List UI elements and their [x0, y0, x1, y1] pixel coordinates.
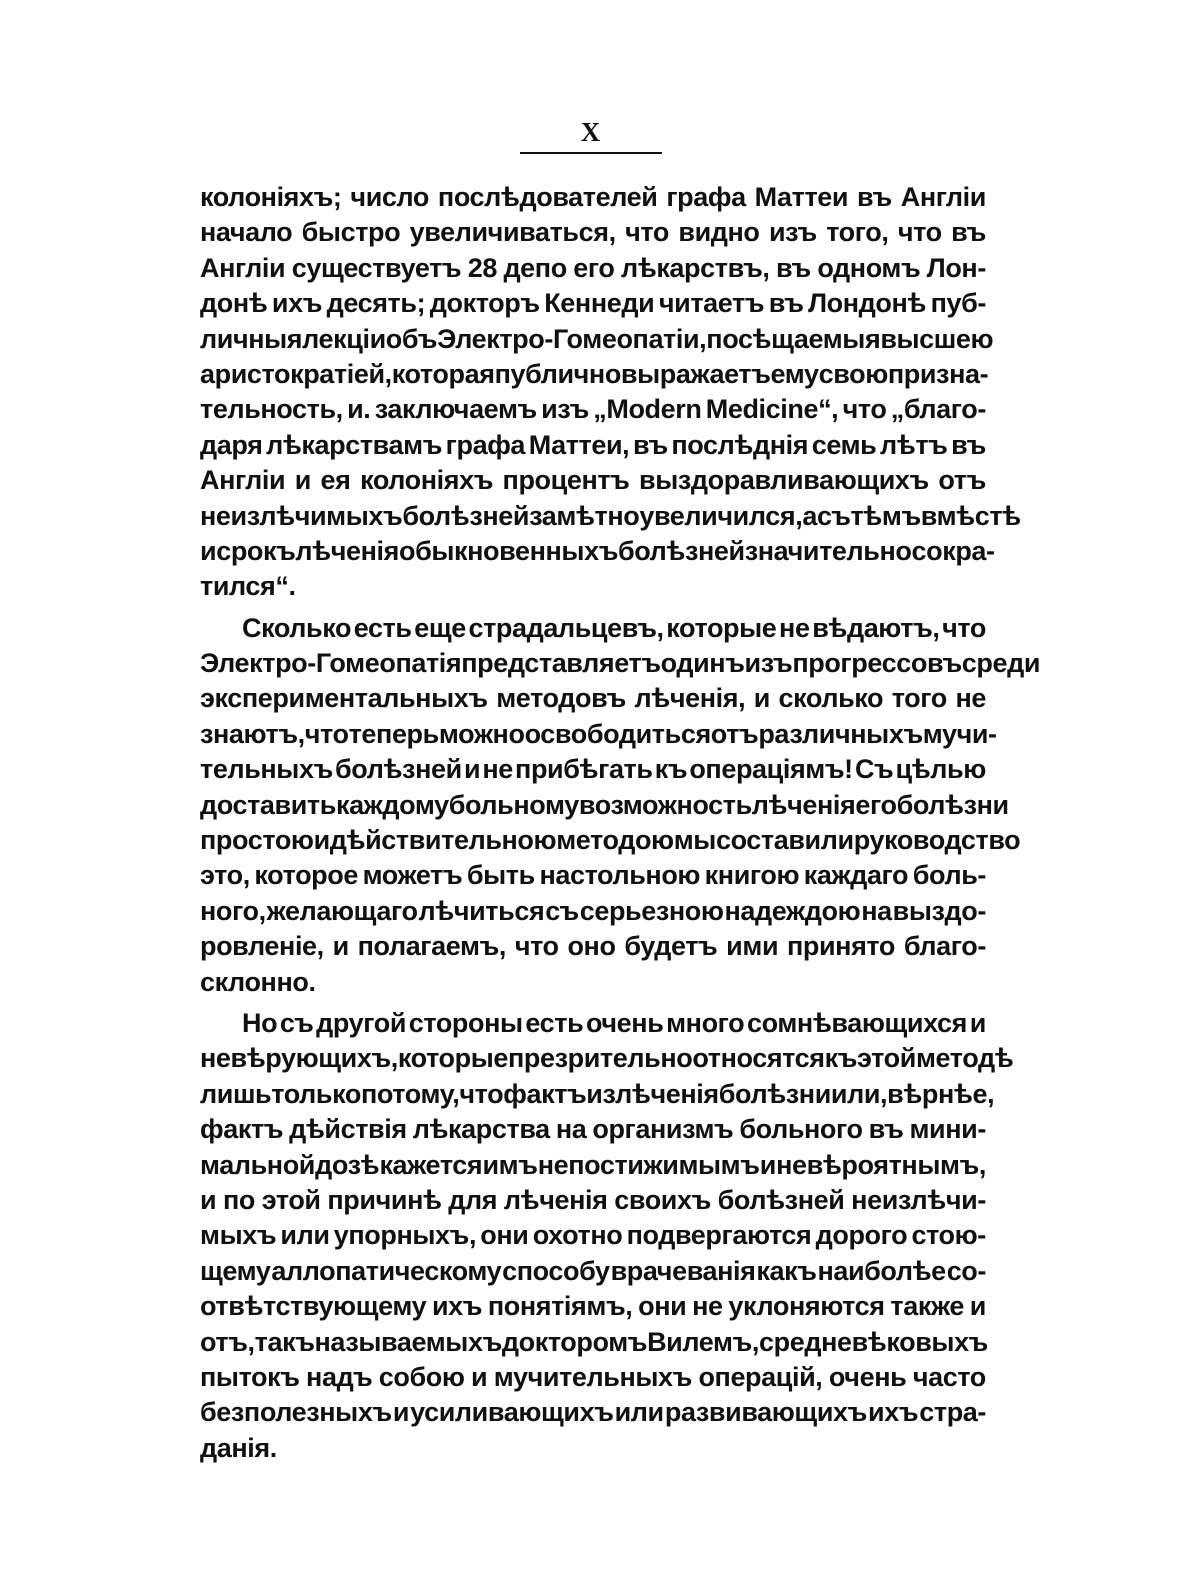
- word: отъ: [710, 718, 759, 749]
- text-line: [200, 251, 986, 286]
- word: аллопатическому: [271, 1255, 502, 1286]
- text-line: [200, 788, 1009, 823]
- word: только: [271, 1078, 361, 1109]
- word: презрительно: [508, 1043, 693, 1074]
- word: въ: [632, 429, 668, 460]
- word: и: [392, 1397, 410, 1428]
- text-line: [200, 611, 986, 646]
- word: Электро-Гомеопатія: [200, 648, 462, 679]
- word: можно: [438, 718, 525, 749]
- text-line: [200, 499, 1021, 534]
- word: обыкновенныхъ: [399, 535, 618, 566]
- word: его: [573, 252, 615, 283]
- text-line: [200, 1360, 986, 1395]
- word: простою: [200, 825, 314, 856]
- word: съ: [545, 895, 579, 926]
- word: Англіи: [200, 252, 286, 283]
- word: по: [222, 1184, 255, 1215]
- word: что: [459, 1078, 504, 1109]
- word: фактъ: [200, 1114, 284, 1145]
- word: лѣченія: [503, 1184, 608, 1215]
- word: лѣкарствъ,: [621, 252, 770, 283]
- word: есть: [353, 612, 412, 643]
- word: цѣлью: [895, 754, 986, 785]
- word: или: [614, 1397, 664, 1428]
- word: выздо-: [892, 895, 986, 926]
- word: семь: [811, 429, 877, 460]
- word: это,: [200, 860, 250, 891]
- word: больному: [448, 789, 579, 820]
- word: среди: [961, 648, 1041, 679]
- word: и: [463, 754, 481, 785]
- word: увеличился,: [639, 500, 803, 531]
- text-line: [200, 534, 995, 569]
- word: и: [759, 1149, 776, 1180]
- word: десять;: [326, 288, 426, 319]
- word: средневѣковыхъ: [759, 1326, 988, 1357]
- word: такъ: [254, 1326, 315, 1357]
- word: срокъ: [216, 535, 296, 566]
- word: быть: [466, 860, 535, 891]
- word: депо: [503, 252, 567, 283]
- word: ихъ: [271, 288, 322, 319]
- word: процентъ: [502, 465, 630, 496]
- word: аристократіей,: [200, 358, 392, 389]
- text-line: склонно.: [200, 966, 316, 997]
- word: высшею: [880, 323, 994, 354]
- word: болѣзни: [718, 1078, 831, 1109]
- word: Но: [242, 1007, 278, 1038]
- word: личныя: [200, 323, 303, 354]
- word: того: [891, 683, 947, 714]
- word: лѣкарства: [412, 1114, 550, 1145]
- word: которые: [397, 1043, 508, 1074]
- word: собою: [378, 1361, 465, 1392]
- word: имъ: [482, 1149, 538, 1180]
- text-line: [200, 1112, 986, 1147]
- word: и: [294, 465, 311, 496]
- word: мучи-: [922, 718, 997, 749]
- word: каждаго: [803, 860, 909, 891]
- word: что: [897, 217, 942, 248]
- word: методовъ: [496, 683, 626, 714]
- word: или,: [830, 1078, 888, 1109]
- word: боль-: [912, 860, 986, 891]
- text-line: [200, 752, 986, 787]
- word: неизлѣчимыхъ: [200, 500, 403, 531]
- word: замѣтно: [529, 500, 640, 531]
- word: невѣроятнымъ,: [776, 1149, 986, 1180]
- word: болѣзней: [402, 500, 530, 531]
- word: прибѣгать: [515, 754, 653, 785]
- word: организмъ: [592, 1114, 734, 1145]
- text-line: [200, 823, 1021, 858]
- word: пуб-: [930, 288, 986, 319]
- word: Лондонѣ: [808, 288, 926, 319]
- word: вѣдаютъ,: [812, 612, 940, 643]
- word: врачеванія: [610, 1255, 756, 1286]
- paragraph: [200, 180, 1021, 605]
- word: потому,: [360, 1078, 460, 1109]
- word: часто: [912, 1361, 986, 1392]
- page-number: X: [580, 117, 602, 147]
- word: упорныхъ,: [333, 1220, 477, 1251]
- word: методѣ: [915, 1043, 1014, 1074]
- word: невѣрующихъ,: [200, 1043, 398, 1074]
- word: существуетъ: [291, 252, 462, 283]
- word: серьезною: [579, 895, 724, 926]
- word: мыхъ: [200, 1220, 277, 1251]
- word: что: [942, 612, 986, 643]
- text-line: [200, 215, 986, 250]
- word: представляетъ: [461, 648, 661, 679]
- word: число: [350, 182, 430, 212]
- word: одинъ: [660, 648, 745, 679]
- word: начало: [200, 217, 293, 248]
- word: лѣтъ: [880, 429, 948, 460]
- word: ихъ: [431, 1291, 483, 1322]
- word: тельныхъ: [200, 754, 333, 785]
- word: къ: [824, 1043, 858, 1074]
- text-line: [200, 1218, 986, 1253]
- word: руководство: [853, 825, 1021, 856]
- word: объ: [385, 323, 438, 354]
- word: освободиться: [524, 718, 711, 749]
- word: въ: [776, 252, 811, 283]
- word: больного: [739, 1114, 863, 1145]
- text-line: тился“.: [200, 571, 296, 602]
- text-line: [200, 894, 986, 929]
- word: прогрессовъ: [792, 648, 962, 679]
- word: они: [638, 1291, 687, 1322]
- word: ему: [770, 358, 819, 389]
- word: значительно: [744, 535, 912, 566]
- word: Англіи: [900, 182, 986, 212]
- word: лѣчиться: [418, 895, 545, 926]
- word: съ: [279, 1007, 314, 1038]
- word: отвѣтствующему: [200, 1291, 427, 1322]
- word: мини-: [909, 1114, 986, 1145]
- paragraph: [200, 1006, 1014, 1466]
- word: безполезныхъ: [200, 1397, 392, 1428]
- word: знаютъ,: [200, 718, 305, 749]
- word: лѣченія: [751, 789, 856, 820]
- word: колоніяхъ;: [200, 182, 342, 212]
- word: болѣзней: [617, 535, 745, 566]
- word: Сколько: [242, 612, 352, 643]
- word: что: [842, 394, 887, 425]
- word: лекціи: [302, 323, 386, 354]
- word: много: [666, 1007, 745, 1038]
- word: въ: [857, 182, 892, 212]
- word: теперь: [348, 718, 439, 749]
- word: а: [802, 500, 817, 531]
- word: пытокъ: [200, 1361, 300, 1392]
- word: понятіямъ,: [487, 1291, 633, 1322]
- word: не: [779, 612, 810, 643]
- word: мучительныхъ: [493, 1361, 692, 1392]
- word: экспериментальныхъ: [200, 683, 488, 714]
- word: уклоняются: [728, 1291, 885, 1322]
- word: желающаго: [266, 895, 418, 926]
- word: мальной: [200, 1149, 315, 1180]
- text-line: [200, 1395, 986, 1430]
- word: дорого: [815, 1220, 908, 1251]
- word: 28: [467, 252, 497, 283]
- word: будетъ: [624, 931, 718, 962]
- word: вмѣстѣ: [920, 500, 1021, 531]
- word: Электро-Гомеопатіи,: [437, 323, 707, 354]
- word: дозѣ: [315, 1149, 380, 1180]
- word: ного,: [200, 895, 266, 926]
- word: къ: [654, 754, 688, 785]
- text-line: [200, 1289, 986, 1324]
- word: и: [753, 683, 770, 714]
- word: графа: [666, 182, 746, 212]
- word: различныхъ: [758, 718, 923, 749]
- word: щему: [200, 1255, 271, 1286]
- word: непостижимымъ: [537, 1149, 760, 1180]
- word: операціямъ!: [689, 754, 853, 785]
- word: со-: [946, 1255, 986, 1286]
- word: вѣрнѣе,: [887, 1078, 995, 1109]
- word: отъ: [938, 465, 986, 496]
- text-line: [200, 858, 986, 893]
- word: увеличиваться,: [409, 217, 616, 248]
- word: для: [448, 1184, 498, 1215]
- text-line: [200, 322, 994, 357]
- word: что: [514, 931, 559, 962]
- word: очень: [828, 1361, 907, 1392]
- word: Вилемъ,: [647, 1326, 759, 1357]
- word: наиболѣе: [817, 1255, 946, 1286]
- word: излѣченія: [586, 1078, 719, 1109]
- word: и: [200, 1184, 217, 1215]
- word: они: [480, 1220, 529, 1251]
- paragraph: [200, 611, 1041, 1000]
- word: очень: [585, 1007, 664, 1038]
- word: можетъ: [362, 860, 463, 891]
- word: стра-: [919, 1397, 986, 1428]
- word: этой: [857, 1043, 916, 1074]
- word: послѣднія: [671, 429, 809, 460]
- word: „Modern: [593, 394, 702, 425]
- word: надеждою: [724, 895, 861, 926]
- word: которая: [391, 358, 495, 389]
- word: „благо-: [890, 394, 986, 425]
- word: болѣзней: [335, 754, 462, 785]
- word: Кеннеди: [544, 288, 655, 319]
- text-line: [200, 1183, 986, 1218]
- word: ровленіе,: [200, 931, 324, 962]
- word: одномъ: [817, 252, 921, 283]
- word: методою: [556, 825, 674, 856]
- word: настольною: [539, 860, 701, 891]
- text-line: [200, 428, 986, 463]
- word: Medicine“,: [705, 394, 839, 425]
- word: въ: [951, 217, 986, 248]
- word: составили: [715, 825, 854, 856]
- word: принято: [786, 931, 895, 962]
- word: развивающихъ: [664, 1397, 867, 1428]
- word: читаетъ: [658, 288, 765, 319]
- word: и: [332, 931, 349, 962]
- word: называемыхъ: [314, 1326, 502, 1357]
- text-line: [200, 1006, 986, 1041]
- word: болѣзней: [717, 1184, 845, 1215]
- word: не: [955, 683, 986, 714]
- word: какъ: [756, 1255, 817, 1286]
- word: изъ: [541, 394, 589, 425]
- word: кажется: [379, 1149, 483, 1180]
- text-line: [200, 357, 989, 392]
- text-line: [200, 646, 1041, 681]
- text-line: [200, 681, 986, 716]
- word: не: [692, 1291, 723, 1322]
- word: стою-: [911, 1220, 986, 1251]
- word: съ: [816, 500, 851, 531]
- text-line: [200, 929, 986, 964]
- word: докторомъ: [501, 1326, 648, 1357]
- word: полагаемъ,: [357, 931, 506, 962]
- word: не: [482, 754, 513, 785]
- word: послѣдователей: [437, 182, 658, 212]
- word: ихъ: [868, 1397, 919, 1428]
- word: лѣченія: [295, 535, 399, 566]
- word: посѣщаемыя: [706, 323, 881, 354]
- header-rule: [520, 152, 662, 154]
- word: выздоравливающихъ: [639, 465, 929, 496]
- word: выражаетъ: [620, 358, 771, 389]
- word: заключаемъ: [374, 394, 537, 425]
- word: другой: [316, 1007, 407, 1038]
- text-line: данія.: [200, 1432, 277, 1463]
- word: что: [304, 718, 349, 749]
- word: Англіи: [200, 465, 286, 496]
- word: донѣ: [200, 288, 268, 319]
- text-line: [200, 1325, 986, 1360]
- body-text: [200, 180, 1041, 1466]
- word: и: [200, 535, 217, 566]
- word: Лон-: [926, 252, 986, 283]
- word: изъ: [744, 648, 793, 679]
- word: благо-: [903, 931, 986, 962]
- word: есть: [525, 1007, 584, 1038]
- word: ими: [726, 931, 779, 962]
- word: Маттеи,: [528, 429, 630, 460]
- word: что: [625, 217, 669, 248]
- word: колоніяхъ: [360, 465, 493, 496]
- word: свою: [818, 358, 888, 389]
- page-header: [520, 116, 662, 154]
- word: мы: [673, 825, 716, 856]
- text-line: [200, 392, 986, 427]
- word: быстро: [301, 217, 401, 248]
- word: которое: [254, 860, 358, 891]
- word: усиливающихъ: [410, 1397, 614, 1428]
- word: которые: [666, 612, 777, 643]
- word: на: [861, 895, 892, 926]
- word: причинѣ: [327, 1184, 442, 1215]
- word: доставить: [200, 789, 336, 820]
- word: графа: [445, 429, 526, 460]
- word: и: [313, 825, 330, 856]
- word: изъ: [768, 217, 817, 248]
- word: оно: [567, 931, 616, 962]
- text-line: [200, 180, 986, 215]
- word: книгою: [704, 860, 800, 891]
- word: Съ: [854, 754, 894, 785]
- word: видно: [678, 217, 760, 248]
- word: каждому: [335, 789, 449, 820]
- word: тѣмъ: [850, 500, 921, 531]
- text-line: [200, 286, 986, 321]
- word: даря: [200, 429, 263, 460]
- word: охотно: [532, 1220, 623, 1251]
- text-line: [200, 1148, 986, 1183]
- word: сколько: [778, 683, 884, 714]
- word: страдальцевъ,: [468, 612, 664, 643]
- word: на: [555, 1114, 587, 1145]
- word: призна-: [887, 358, 989, 389]
- word: дѣйствія: [289, 1114, 407, 1145]
- text-line: [200, 1077, 995, 1112]
- text-line: [200, 717, 997, 752]
- word: фактъ: [503, 1078, 587, 1109]
- word: въ: [868, 1114, 904, 1145]
- word: или: [280, 1220, 330, 1251]
- word: въ: [768, 288, 804, 319]
- word: и.: [347, 394, 371, 425]
- word: того,: [826, 217, 889, 248]
- word: сомнѣвающихся: [746, 1007, 967, 1038]
- word: дѣйствительною: [329, 825, 557, 856]
- word: лѣкарствамъ: [266, 429, 442, 460]
- word: публично: [494, 358, 621, 389]
- word: отъ,: [200, 1326, 255, 1357]
- word: относятся: [692, 1043, 825, 1074]
- text-line: [200, 1254, 986, 1289]
- word: лѣченія,: [634, 683, 746, 714]
- word: подвергаются: [626, 1220, 812, 1251]
- word: еще: [414, 612, 466, 643]
- word: болѣзни: [896, 789, 1009, 820]
- word: ея: [320, 465, 351, 496]
- word: своихъ: [614, 1184, 711, 1215]
- text-line: [200, 1041, 1014, 1076]
- word: и: [471, 1361, 488, 1392]
- word: и: [969, 1291, 986, 1322]
- word: этой: [261, 1184, 321, 1215]
- word: Маттеи: [754, 182, 849, 212]
- word: и: [969, 1007, 986, 1038]
- word: возможность: [578, 789, 752, 820]
- text-line: [200, 463, 986, 498]
- word: въ: [951, 429, 986, 460]
- word: способу: [502, 1255, 610, 1286]
- word: лишь: [200, 1078, 272, 1109]
- word: его: [855, 789, 897, 820]
- word: неизлѣчи-: [851, 1184, 986, 1215]
- word: также: [890, 1291, 964, 1322]
- word: операцій,: [698, 1361, 823, 1392]
- word: тельность,: [200, 394, 343, 425]
- word: надъ: [306, 1361, 373, 1392]
- word: сокра-: [911, 535, 995, 566]
- word: стороны: [408, 1007, 523, 1038]
- word: докторъ: [429, 288, 540, 319]
